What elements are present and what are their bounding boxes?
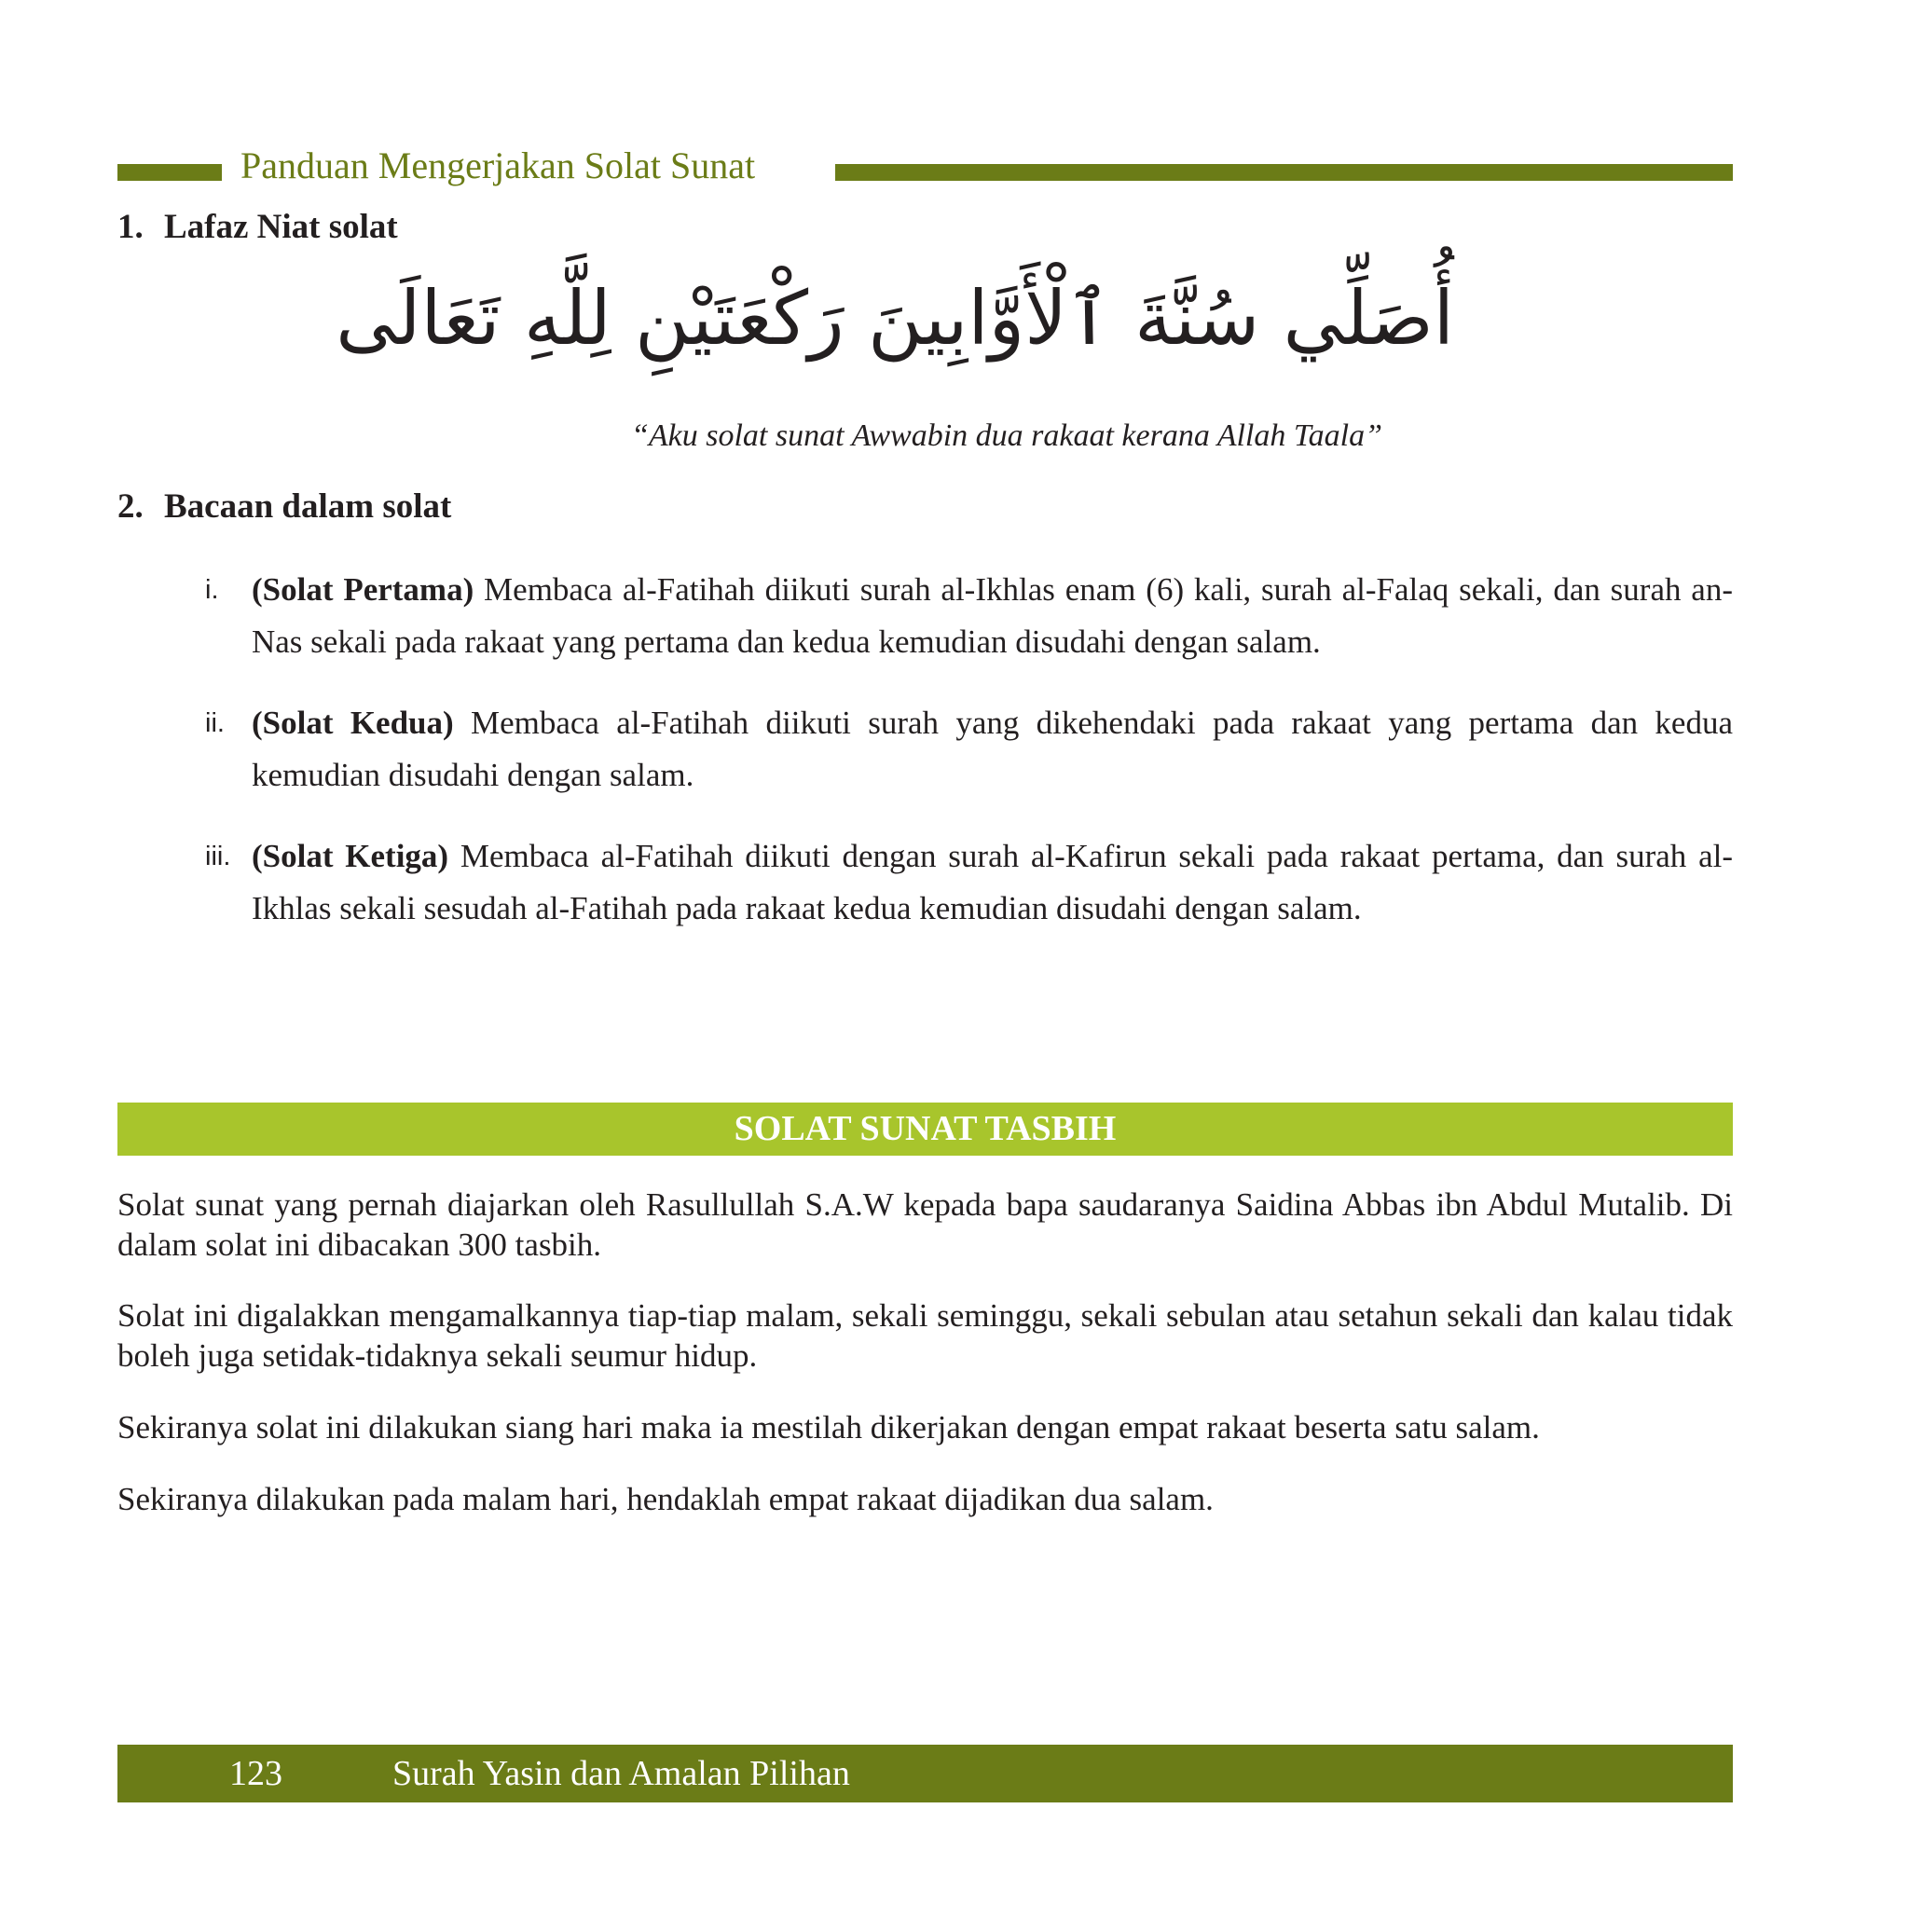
footer-bar [117, 1745, 1733, 1802]
list-item-text [252, 830, 1733, 935]
body-paragraph: Sekiranya dilakukan pada malam hari, hendaklah empat rakaat dijadikan dua salam. [117, 1481, 1214, 1517]
section-heading-bacaan [117, 486, 451, 528]
section-title: Lafaz Niat solat [164, 208, 398, 246]
footer-book-title: Surah Yasin dan Amalan Pilihan [392, 1754, 850, 1793]
section-number: 1. [117, 208, 144, 246]
list-marker: i. [205, 575, 219, 605]
list-item-label: (Solat Pertama) [252, 571, 474, 608]
section-heading-niat [117, 207, 398, 248]
section-banner [117, 1103, 1733, 1156]
header-rule-left [117, 164, 222, 181]
body-paragraph: Solat ini digalakkan mengamalkannya tiap-tiap malam, sekali seminggu, sekali sebulan atau setahun sekali dan kalau tidak boleh juga setidak-tidaknya sekali seumur hidup. [117, 1297, 1733, 1374]
list-item-text [252, 697, 1733, 802]
page-number: 123 [229, 1754, 282, 1793]
body-paragraph: Sekiranya solat ini dilakukan siang hari maka ia mestilah dikerjakan dengan empat rakaat beserta satu salam. [117, 1409, 1540, 1446]
running-header-title: Panduan Mengerjakan Solat Sunat [240, 144, 756, 186]
arabic-niat-text: أُصَلِّي سُنَّةَ ٱلْأَوَّابِينَ رَكْعَتَيْنِ لِلَّهِ تَعَالَى [336, 275, 1454, 362]
list-item-body: Membaca al-Fatihah diikuti surah yang dikehendaki pada rakaat yang pertama dan kedua kemudian disudahi dengan salam. [252, 705, 1733, 793]
header-rule-right [835, 164, 1733, 181]
list-item-text [252, 564, 1733, 668]
banner-title: SOLAT SUNAT TASBIH [734, 1109, 1117, 1148]
list-item-body: Membaca al-Fatihah diikuti dengan surah al-Kafirun sekali pada rakaat pertama, dan surah al-Ikhlas sekali sesudah al-Fatihah pada rakaat kedua kemudian disudahi dengan salam. [252, 838, 1734, 926]
niat-translation: “Aku solat sunat Awwabin dua rakaat kerana Allah Taala” [630, 418, 1383, 453]
list-marker: iii. [205, 842, 231, 871]
body-paragraph: Solat sunat yang pernah diajarkan oleh Rasullullah S.A.W kepada bapa saudaranya Saidina Abbas ibn Abdul Mutalib. Di dalam solat ini dibacakan 300 tasbih. [117, 1186, 1733, 1263]
section-title: Bacaan dalam solat [164, 487, 452, 526]
list-item-label: (Solat Kedua) [252, 705, 454, 741]
section-number: 2. [117, 487, 144, 526]
list-item-body: Membaca al-Fatihah diikuti surah al-Ikhlas enam (6) kali, surah al-Falaq sekali, dan surah an-Nas sekali pada rakaat yang pertama dan kedua kemudian disudahi dengan salam. [252, 571, 1733, 660]
list-item-label: (Solat Ketiga) [252, 838, 449, 874]
list-marker: ii. [205, 708, 225, 738]
